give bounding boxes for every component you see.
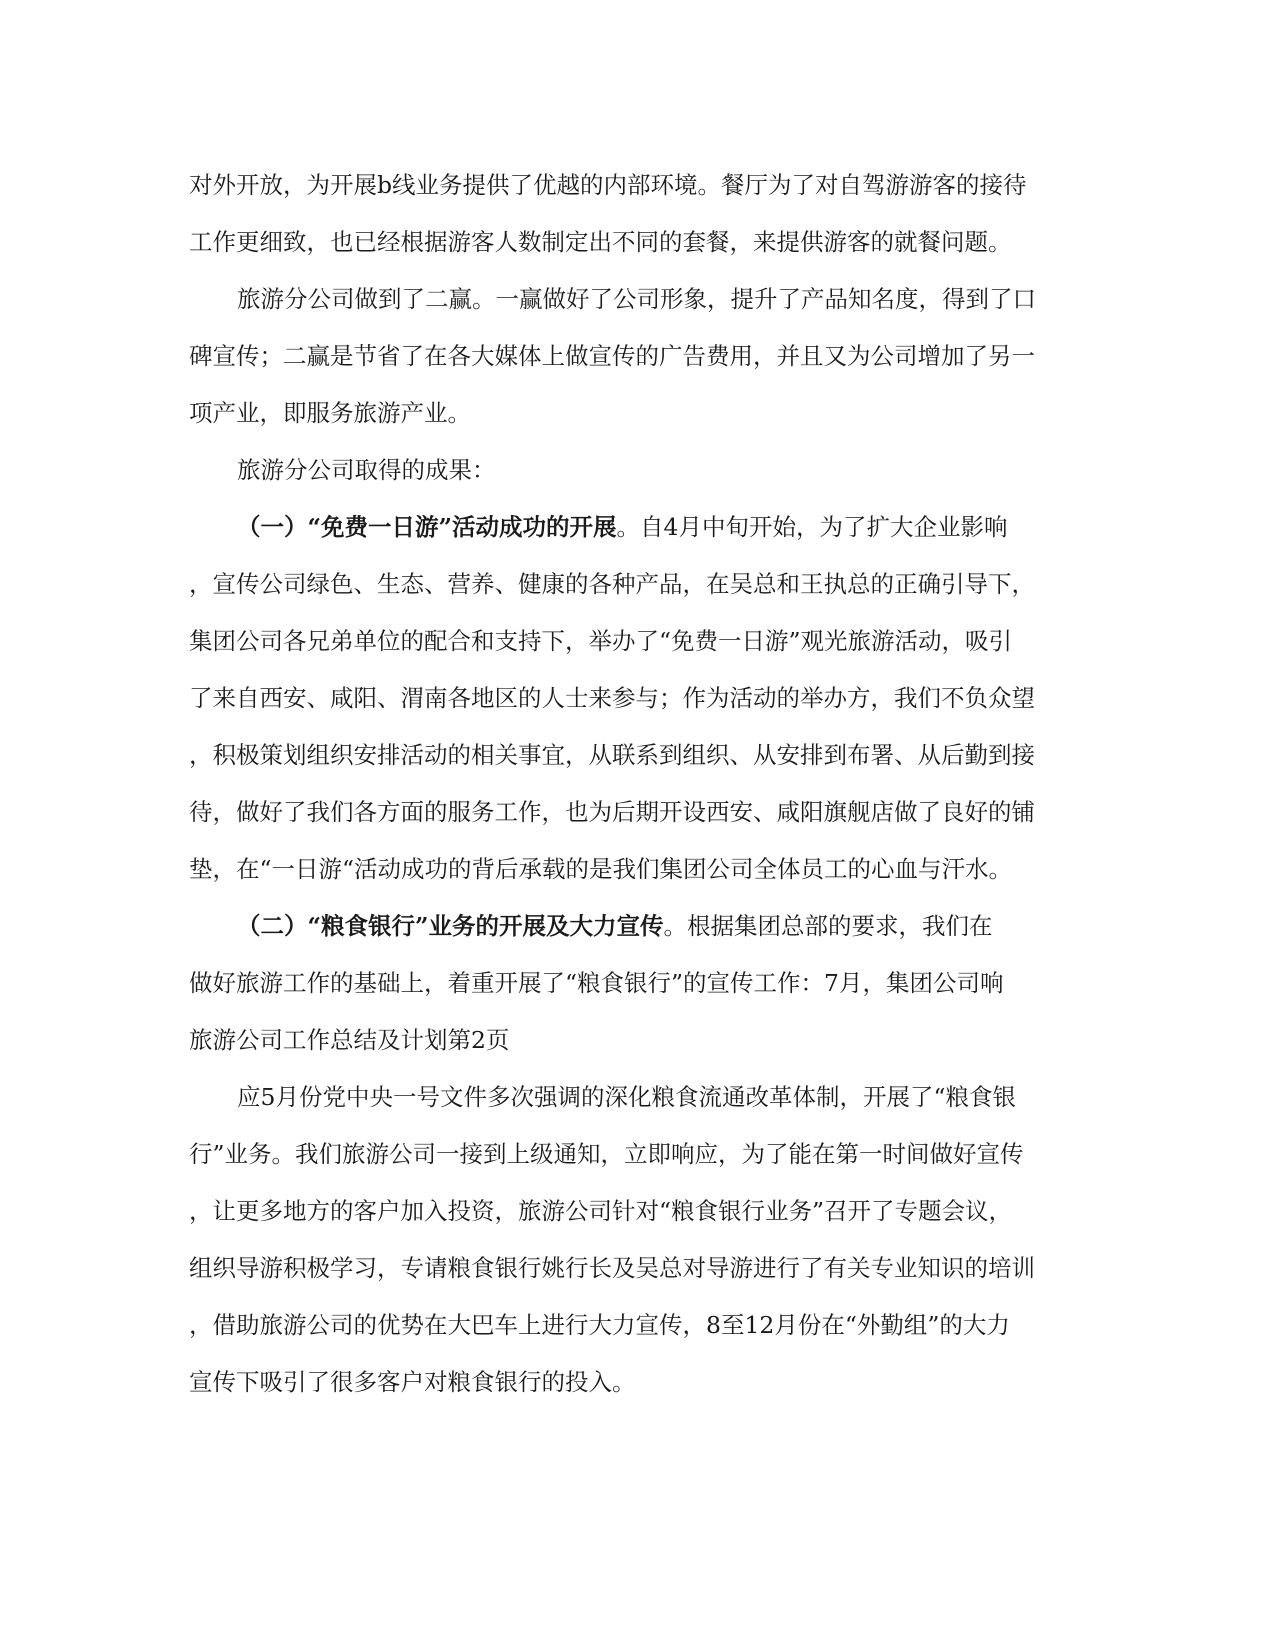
section-heading: （一）“免费一日游”活动成功的开展 (237, 513, 617, 541)
section-heading: （二）“粮食银行”业务的开展及大力宣传 (237, 912, 664, 940)
text-line: 应5月份党中央一号文件多次强调的深化粮食流通改革体制，开展了“粮食银 (237, 1083, 1016, 1111)
text-line: 碑宣传；二赢是节省了在各大媒体上做宣传的广告费用，并且又为公司增加了另一 (189, 342, 1035, 370)
text-line: 项产业，即服务旅游产业。 (189, 399, 471, 427)
text-line: 旅游分公司取得的成果： (237, 456, 496, 484)
text-line: 待，做好了我们各方面的服务工作，也为后期开设西安、咸阳旗舰店做了良好的铺 (189, 798, 1035, 826)
text-line: ，积极策划组织安排活动的相关事宜，从联系到组织、从安排到布署、从后勤到接 (189, 741, 1035, 769)
text-line: 旅游分公司做到了二赢。一赢做好了公司形象，提升了产品知名度，得到了口 (237, 285, 1036, 313)
heading-continuation: 。自4月中旬开始，为了扩大企业影响 (616, 513, 1008, 541)
page-marker: 旅游公司工作总结及计划第2页 (189, 1026, 510, 1054)
text-line: 工作更细致，也已经根据游客人数制定出不同的套餐，来提供游客的就餐问题。 (189, 228, 1012, 256)
text-line: 组织导游积极学习，专请粮食银行姚行长及吴总对导游进行了有关专业知识的培训 (189, 1254, 1035, 1282)
text-line: 集团公司各兄弟单位的配合和支持下，举办了“免费一日游”观光旅游活动，吸引 (189, 627, 1013, 655)
text-line: 了来自西安、咸阳、渭南各地区的人士来参与；作为活动的举办方，我们不负众望 (189, 684, 1035, 712)
text-line: 宣传下吸引了很多客户对粮食银行的投入。 (189, 1368, 636, 1396)
text-line: ，借助旅游公司的优势在大巴车上进行大力宣传，8至12月份在“外勤组”的大力 (189, 1311, 1010, 1339)
text-line: 做好旅游工作的基础上，着重开展了“粮食银行”的宣传工作：7月，集团公司响 (189, 969, 1004, 997)
text-line: 行”业务。我们旅游公司一接到上级通知，立即响应，为了能在第一时间做好宣传 (189, 1140, 1024, 1168)
text-line: ，宣传公司绿色、生态、营养、健康的各种产品，在吴总和王执总的正确引导下， (189, 570, 1035, 598)
text-line: ，让更多地方的客户加入投资，旅游公司针对“粮食银行业务”召开了专题会议， (189, 1197, 1013, 1225)
text-line: 对外开放，为开展b线业务提供了优越的内部环境。餐厅为了对自驾游游客的接待 (189, 171, 1027, 199)
text-line: 垫，在“一日游“活动成功的背后承载的是我们集团公司全体员工的心血与汗水。 (189, 855, 1013, 883)
section-heading-line (237, 911, 1137, 941)
section-heading-line (237, 512, 1137, 542)
heading-continuation: 。根据集团总部的要求，我们在 (663, 912, 993, 940)
